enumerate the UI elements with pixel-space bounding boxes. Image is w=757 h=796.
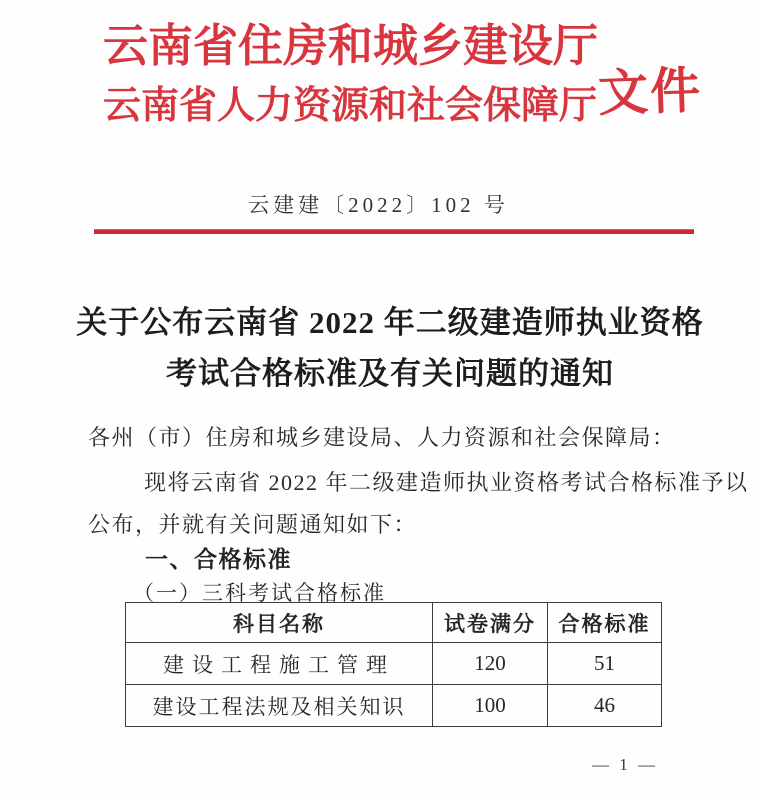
table-row (126, 685, 662, 727)
pass-score-cell: 51 (548, 643, 662, 685)
full-score-cell: 120 (433, 643, 548, 685)
header-subject-name: 科目名称 (126, 603, 433, 643)
agency-name-line-1: 云南省住房和城乡建设厅 (103, 21, 599, 71)
section-heading: 一、合格标准 (145, 546, 292, 572)
page-number: — 1 — (592, 755, 658, 774)
salutation: 各州（市）住房和城乡建设局、人力资源和社会保障局： (88, 425, 676, 450)
notice-title-line-2: 考试合格标准及有关问题的通知 (166, 356, 614, 391)
full-score-cell: 100 (433, 685, 548, 727)
pass-standards-table (125, 602, 662, 727)
letterhead (103, 16, 597, 136)
subsection-heading: （一）三科考试合格标准 (133, 581, 386, 605)
body-paragraph-line-2: 公布，并就有关问题通知如下： (88, 512, 418, 537)
red-separator-line (94, 229, 694, 234)
document-type-label: 文件 (597, 62, 704, 122)
notice-title-line-1: 关于公布云南省 2022 年二级建造师执业资格 (76, 305, 704, 340)
agency-name-line-2: 云南省人力资源和社会保障厅 (103, 85, 598, 127)
notice-title (40, 297, 740, 399)
pass-score-cell: 46 (548, 685, 662, 727)
subject-cell: 建设工程法规及相关知识 (126, 685, 433, 727)
body-paragraph-line-1: 现将云南省 2022 年二级建造师执业资格考试合格标准予以 (144, 470, 749, 495)
header-pass-standard: 合格标准 (548, 603, 662, 643)
document-number: 云建建〔2022〕102 号 (248, 193, 509, 217)
table-header-row (126, 603, 662, 643)
table-row (126, 643, 662, 685)
subject-cell: 建设工程施工管理 (126, 643, 433, 685)
header-full-score: 试卷满分 (433, 603, 548, 643)
